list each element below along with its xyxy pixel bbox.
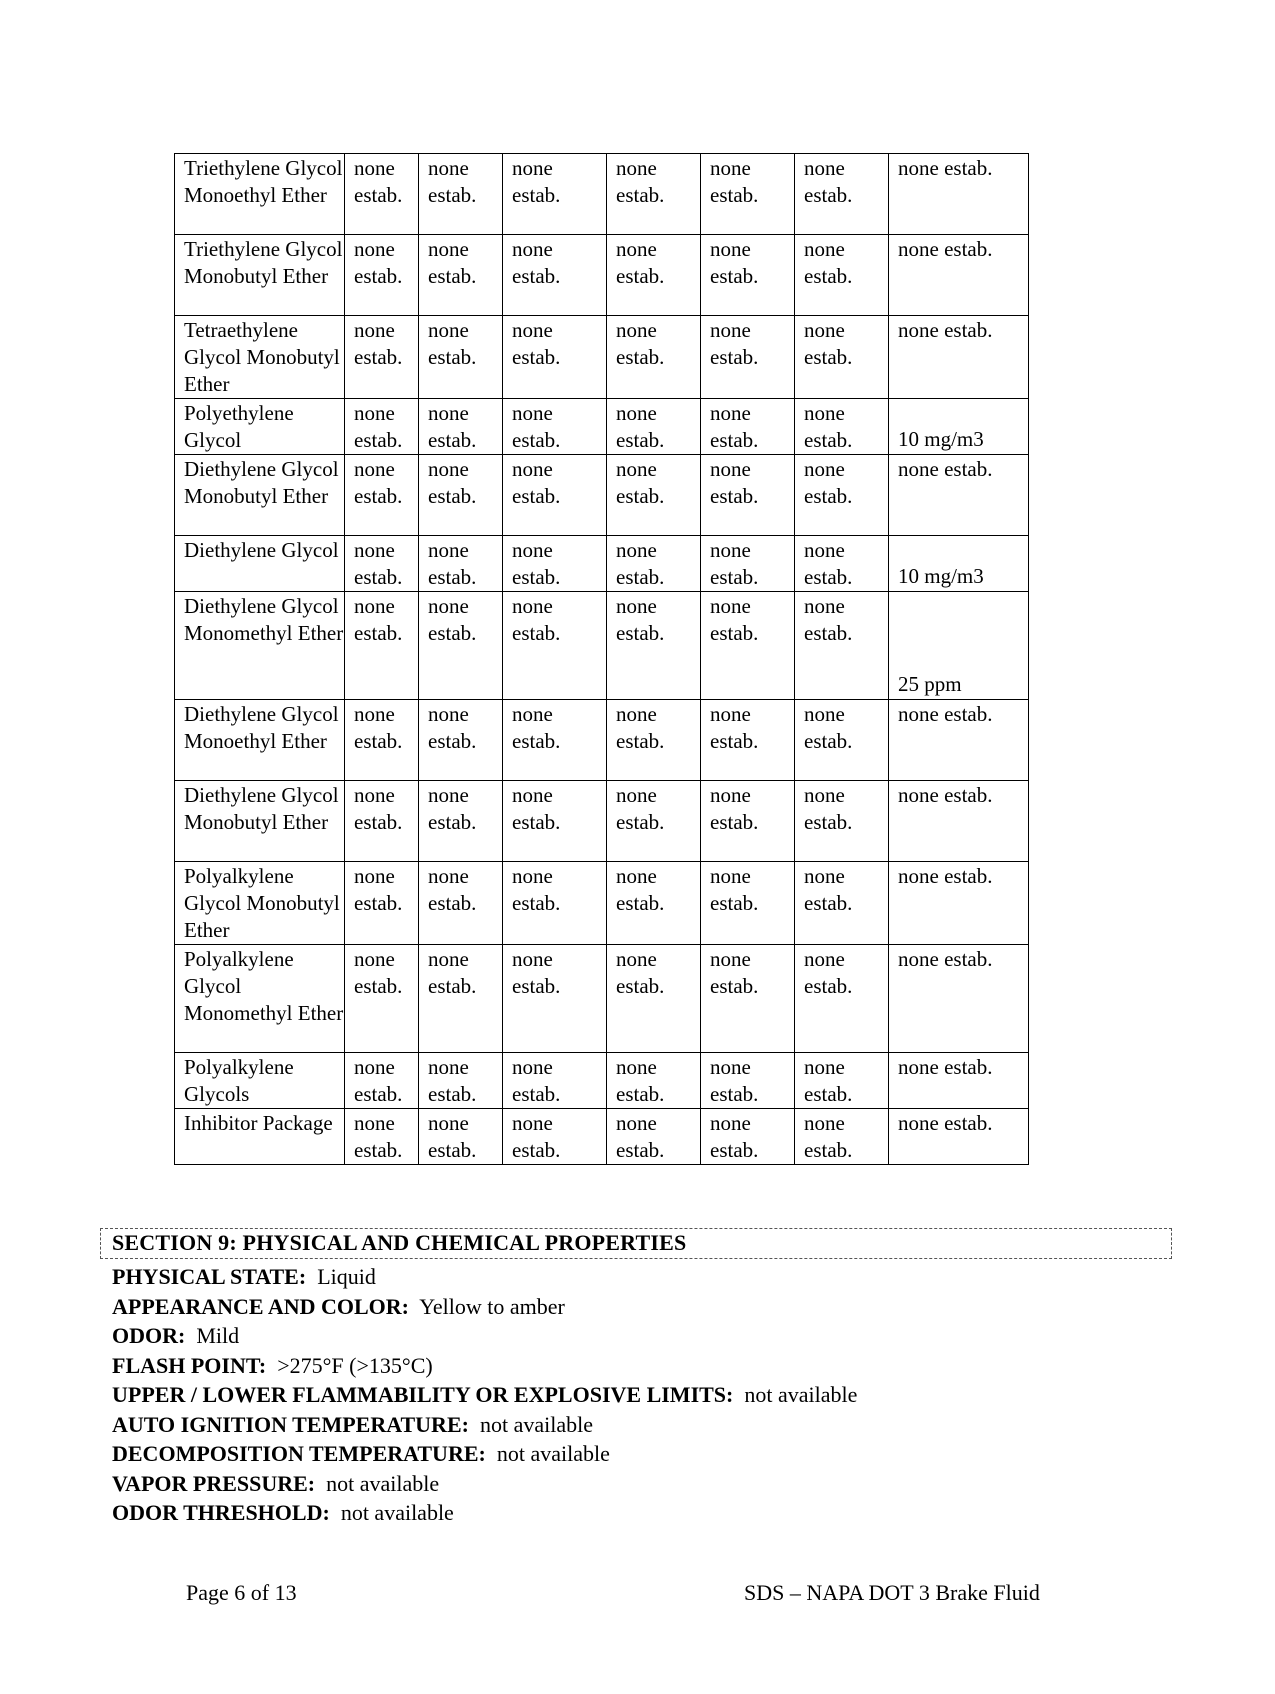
exposure-limit-cell: none estab. <box>607 1053 701 1109</box>
substance-name-cell: Diethylene Glycol Monoethyl Ether <box>175 700 345 781</box>
exposure-limit-cell: none estab. <box>701 399 795 455</box>
table-row <box>175 455 1029 536</box>
exposure-limit-cell: none estab. <box>701 700 795 781</box>
exposure-limit-cell: none estab. <box>701 536 795 592</box>
exposure-limit-cell: none estab. <box>701 945 795 1053</box>
exposure-limit-cell: none estab. <box>889 945 1029 1053</box>
exposure-limit-cell: none estab. <box>795 399 889 455</box>
exposure-limit-cell: none estab. <box>795 536 889 592</box>
property-label: UPPER / LOWER FLAMMABILITY OR EXPLOSIVE LIMITS: <box>112 1382 734 1407</box>
exposure-limit-cell: none estab. <box>889 316 1029 399</box>
exposure-limit-cell: none estab. <box>701 455 795 536</box>
table-row <box>175 316 1029 399</box>
exposure-limit-cell: none estab. <box>345 235 419 316</box>
exposure-limit-cell: none estab. <box>503 781 607 862</box>
property-label: FLASH POINT: <box>112 1352 267 1378</box>
substance-name-cell: Inhibitor Package <box>175 1109 345 1165</box>
table-row <box>175 1109 1029 1165</box>
property-row-appearance <box>112 1292 857 1322</box>
property-label: ODOR THRESHOLD: <box>112 1500 330 1525</box>
section-9-title: SECTION 9: PHYSICAL AND CHEMICAL PROPERTIES <box>112 1230 687 1255</box>
exposure-limit-cell: none estab. <box>419 154 503 235</box>
exposure-limit-cell: none estab. <box>701 235 795 316</box>
table-body <box>175 154 1029 1165</box>
exposure-limit-cell: none estab. <box>889 1109 1029 1165</box>
exposure-limit-cell: none estab. <box>419 1109 503 1165</box>
exposure-limit-cell: none estab. <box>419 781 503 862</box>
table-row <box>175 235 1029 316</box>
exposure-limit-cell: none estab. <box>419 1053 503 1109</box>
exposure-limit-cell: none estab. <box>795 592 889 700</box>
property-row-physical-state <box>112 1262 857 1292</box>
substance-name-cell: Polyalkylene Glycol Monobutyl Ether <box>175 862 345 945</box>
table-row <box>175 700 1029 781</box>
exposure-limit-cell: none estab. <box>419 945 503 1053</box>
exposure-limit-cell: none estab. <box>607 862 701 945</box>
property-row-odor-threshold <box>112 1498 857 1528</box>
substance-name-cell: Triethylene Glycol Monoethyl Ether <box>175 154 345 235</box>
exposure-limit-cell: none estab. <box>607 154 701 235</box>
exposure-limit-cell: none estab. <box>701 154 795 235</box>
property-value: not available <box>496 1441 610 1466</box>
exposure-limit-cell: none estab. <box>701 1053 795 1109</box>
exposure-limit-cell: none estab. <box>607 455 701 536</box>
page-number: Page 6 of 13 <box>186 1580 297 1605</box>
property-value: not available <box>340 1500 454 1525</box>
exposure-limit-cell: none estab. <box>607 700 701 781</box>
exposure-limit-cell: none estab. <box>889 1053 1029 1109</box>
exposure-limit-cell: none estab. <box>795 700 889 781</box>
property-row-odor <box>112 1321 857 1351</box>
exposure-limit-cell: none estab. <box>419 455 503 536</box>
property-label: PHYSICAL STATE: <box>112 1264 307 1289</box>
property-row-auto-ignition <box>112 1410 857 1440</box>
property-row-vapor-pressure <box>112 1469 857 1499</box>
table-row <box>175 592 1029 700</box>
exposure-limit-cell: none estab. <box>345 1053 419 1109</box>
substance-name-cell: Polyethylene Glycol <box>175 399 345 455</box>
property-value: Mild <box>196 1323 240 1348</box>
property-row-decomposition <box>112 1439 857 1469</box>
exposure-limit-cell: none estab. <box>345 781 419 862</box>
substance-name-cell: Diethylene Glycol Monomethyl Ether <box>175 592 345 700</box>
exposure-limit-cell: none estab. <box>345 945 419 1053</box>
exposure-limit-cell: none estab. <box>607 536 701 592</box>
property-label: APPEARANCE AND COLOR: <box>112 1293 409 1319</box>
exposure-limit-cell: none estab. <box>795 945 889 1053</box>
substance-name-cell: Diethylene Glycol Monobutyl Ether <box>175 455 345 536</box>
property-row-flammability-limits <box>112 1380 857 1410</box>
table-row <box>175 536 1029 592</box>
exposure-limit-cell: none estab. <box>701 1109 795 1165</box>
exposure-limit-cell: none estab. <box>419 399 503 455</box>
exposure-limit-cell: none estab. <box>345 316 419 399</box>
exposure-limit-cell: none estab. <box>889 700 1029 781</box>
exposure-limit-cell: none estab. <box>701 316 795 399</box>
exposure-limit-cell: none estab. <box>503 154 607 235</box>
exposure-limit-cell: none estab. <box>503 235 607 316</box>
exposure-limit-cell: none estab. <box>795 781 889 862</box>
property-label: AUTO IGNITION TEMPERATURE: <box>112 1411 469 1437</box>
exposure-limit-cell: none estab. <box>607 1109 701 1165</box>
exposure-limit-cell: none estab. <box>795 862 889 945</box>
exposure-limit-cell: none estab. <box>503 316 607 399</box>
exposure-limit-cell: none estab. <box>607 235 701 316</box>
substance-name-cell: Diethylene Glycol <box>175 536 345 592</box>
exposure-limit-cell: 25 ppm <box>889 592 1029 700</box>
property-value: Yellow to amber <box>419 1293 565 1319</box>
exposure-limit-cell: none estab. <box>345 154 419 235</box>
exposure-limit-cell: none estab. <box>345 862 419 945</box>
property-label: DECOMPOSITION TEMPERATURE: <box>112 1441 486 1466</box>
exposure-limit-cell: none estab. <box>345 536 419 592</box>
exposure-limit-cell: none estab. <box>889 781 1029 862</box>
table-row <box>175 945 1029 1053</box>
properties-list <box>112 1262 857 1528</box>
exposure-limit-cell: none estab. <box>419 592 503 700</box>
exposure-limit-cell: none estab. <box>419 536 503 592</box>
exposure-limit-cell: none estab. <box>889 235 1029 316</box>
exposure-limit-cell: none estab. <box>419 862 503 945</box>
property-value: not available <box>326 1470 440 1496</box>
table-row <box>175 781 1029 862</box>
exposure-limit-cell: none estab. <box>503 945 607 1053</box>
table-row <box>175 1053 1029 1109</box>
property-value: >275°F (>135°C) <box>277 1352 433 1378</box>
exposure-limit-cell: none estab. <box>795 235 889 316</box>
property-value: not available <box>744 1382 858 1407</box>
exposure-limit-cell: none estab. <box>889 154 1029 235</box>
exposure-limit-cell: none estab. <box>795 1109 889 1165</box>
exposure-limit-cell: none estab. <box>795 154 889 235</box>
exposure-limit-cell: none estab. <box>345 455 419 536</box>
exposure-limit-cell: none estab. <box>503 1109 607 1165</box>
table-row <box>175 399 1029 455</box>
exposure-limit-cell: none estab. <box>889 455 1029 536</box>
exposure-limit-cell: none estab. <box>419 235 503 316</box>
exposure-limit-cell: none estab. <box>607 592 701 700</box>
property-row-flash-point <box>112 1351 857 1381</box>
exposure-limit-cell: none estab. <box>503 592 607 700</box>
table-row <box>175 154 1029 235</box>
exposure-limit-cell: none estab. <box>701 592 795 700</box>
exposure-limit-cell: none estab. <box>607 399 701 455</box>
exposure-limits-table <box>174 153 1029 1165</box>
exposure-limit-cell: none estab. <box>345 592 419 700</box>
exposure-limit-cell: none estab. <box>701 781 795 862</box>
exposure-limit-cell: none estab. <box>607 781 701 862</box>
exposure-limit-cell: none estab. <box>503 536 607 592</box>
substance-name-cell: Diethylene Glycol Monobutyl Ether <box>175 781 345 862</box>
exposure-limit-cell: none estab. <box>795 1053 889 1109</box>
exposure-limit-cell: 10 mg/m3 <box>889 399 1029 455</box>
exposure-limit-cell: none estab. <box>889 862 1029 945</box>
substance-name-cell: Triethylene Glycol Monobutyl Ether <box>175 235 345 316</box>
exposure-limit-cell: none estab. <box>503 455 607 536</box>
exposure-limit-cell: none estab. <box>607 945 701 1053</box>
exposure-limit-cell: none estab. <box>419 700 503 781</box>
property-value: Liquid <box>317 1264 376 1289</box>
exposure-limit-cell: none estab. <box>345 399 419 455</box>
property-label: VAPOR PRESSURE: <box>112 1470 316 1496</box>
table-row <box>175 862 1029 945</box>
exposure-limit-cell: none estab. <box>795 316 889 399</box>
property-label: ODOR: <box>112 1323 186 1348</box>
substance-name-cell: Polyalkylene Glycols <box>175 1053 345 1109</box>
exposure-limit-cell: none estab. <box>503 399 607 455</box>
exposure-limit-cell: none estab. <box>701 862 795 945</box>
exposure-limit-cell: none estab. <box>419 316 503 399</box>
exposure-limit-cell: none estab. <box>607 316 701 399</box>
exposure-limit-cell: none estab. <box>345 1109 419 1165</box>
exposure-limit-cell: 10 mg/m3 <box>889 536 1029 592</box>
exposure-limit-cell: none estab. <box>503 700 607 781</box>
exposure-limit-cell: none estab. <box>795 455 889 536</box>
exposure-limit-cell: none estab. <box>345 700 419 781</box>
document-title: SDS – NAPA DOT 3 Brake Fluid <box>744 1580 1040 1605</box>
property-value: not available <box>479 1411 593 1437</box>
substance-name-cell: Polyalkylene Glycol Monomethyl Ether <box>175 945 345 1053</box>
substance-name-cell: Tetraethylene Glycol Monobutyl Ether <box>175 316 345 399</box>
exposure-limit-cell: none estab. <box>503 1053 607 1109</box>
exposure-limit-cell: none estab. <box>503 862 607 945</box>
